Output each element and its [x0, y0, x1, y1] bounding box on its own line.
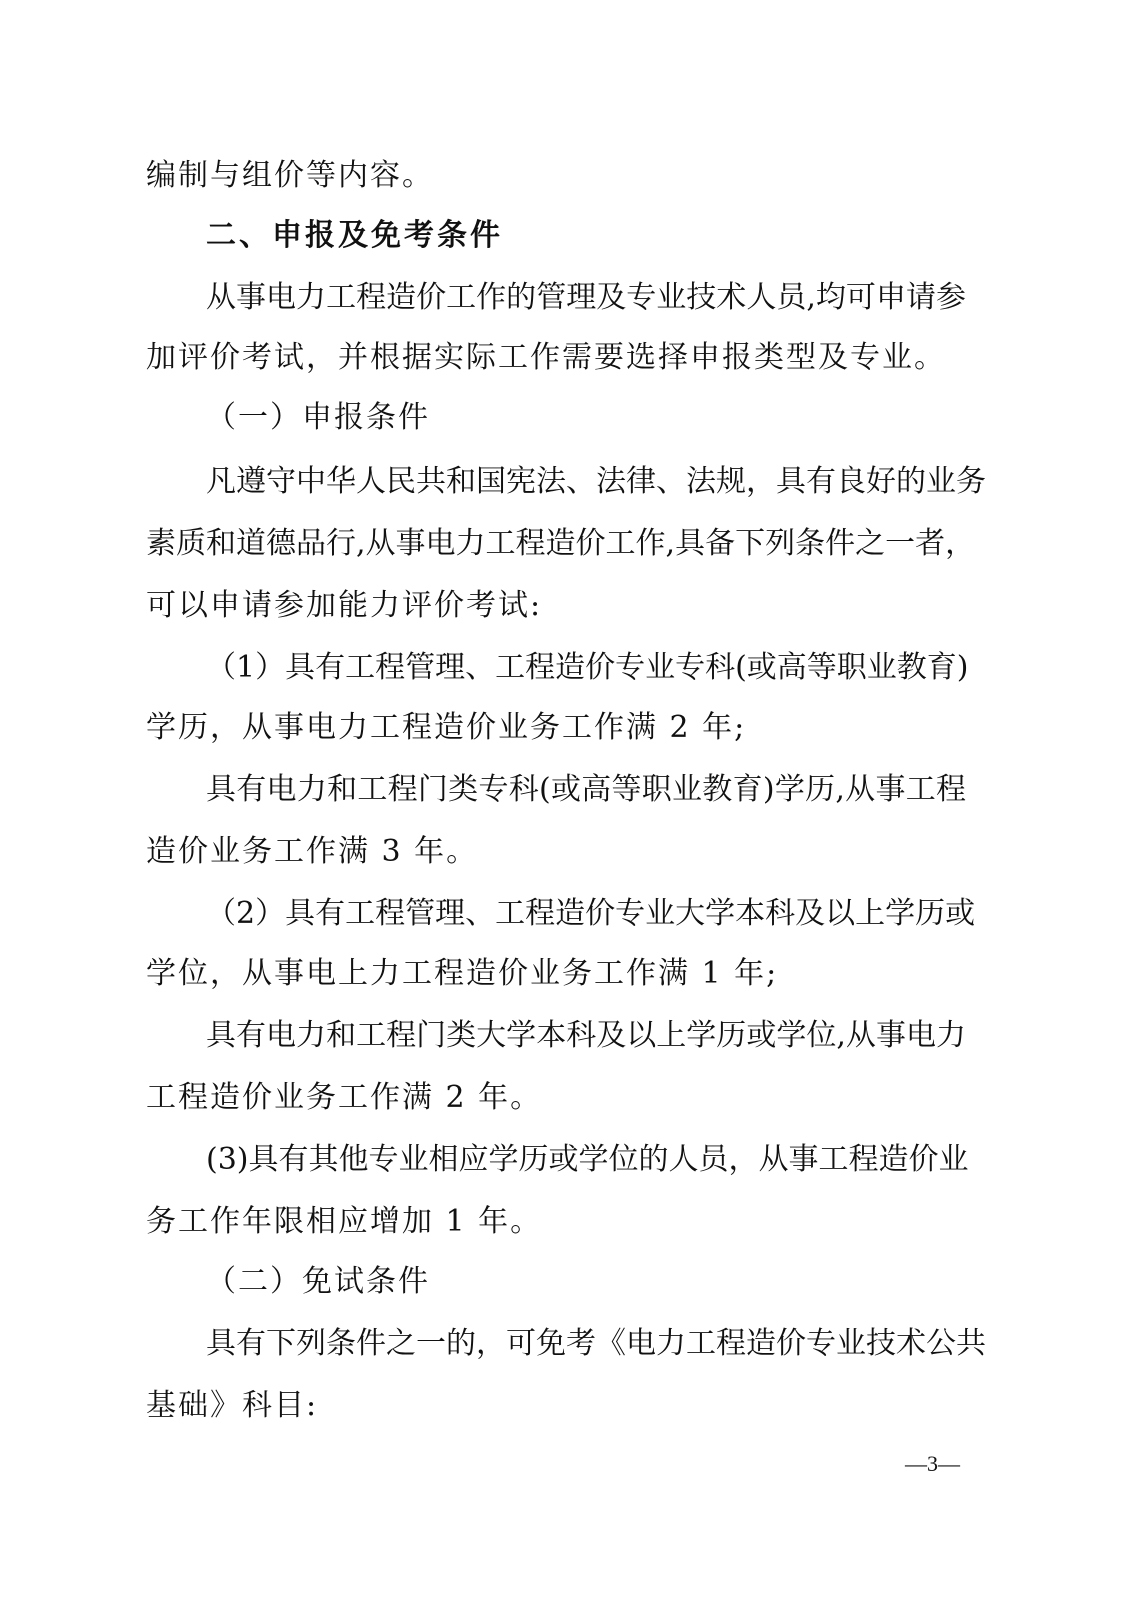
list-item: (3)具有其他专业相应学历或学位的人员，从事工程造价业 — [206, 1142, 969, 1177]
paragraph-line: 造价业务工作满 3 年。 — [146, 834, 479, 869]
subsection-heading: （一）申报条件 — [206, 400, 430, 435]
paragraph-line: 凡遵守中华人民共和国宪法、法律、法规，具有良好的业务 — [206, 464, 986, 499]
paragraph-line: 可以申请参加能力评价考试: — [146, 588, 543, 623]
section-heading: 二、申报及免考条件 — [206, 218, 503, 253]
paragraph-line: 学历，从事电力工程造价业务工作满 2 年; — [146, 710, 747, 745]
paragraph-line: 加评价考试，并根据实际工作需要选择申报类型及专业。 — [146, 340, 946, 375]
paragraph-line: 具有电力和工程门类大学本科及以上学历或学位,从事电力 — [206, 1018, 966, 1053]
page-number: —3— — [905, 1451, 960, 1476]
paragraph-line: 务工作年限相应增加 1 年。 — [146, 1204, 543, 1239]
paragraph-line: 素质和道德品行,从事电力工程造价工作,具备下列条件之一者， — [146, 526, 976, 561]
paragraph-line: 具有下列条件之一的，可免考《电力工程造价专业技术公共 — [206, 1326, 986, 1361]
paragraph-line: 具有电力和工程门类专科(或高等职业教育)学历,从事工程 — [206, 772, 966, 807]
subsection-heading: （二）免试条件 — [206, 1264, 430, 1299]
paragraph-line: 学位，从事电上力工程造价业务工作满 1 年; — [146, 956, 779, 991]
list-item: （2）具有工程管理、工程造价专业大学本科及以上学历或 — [206, 896, 976, 931]
paragraph-line: 基础》科目: — [146, 1388, 319, 1423]
paragraph-line: 编制与组价等内容。 — [146, 158, 434, 193]
list-item: （1）具有工程管理、工程造价专业专科(或高等职业教育) — [206, 650, 969, 685]
paragraph-line: 从事电力工程造价工作的管理及专业技术人员,均可申请参 — [206, 280, 966, 315]
paragraph-line: 工程造价业务工作满 2 年。 — [146, 1080, 543, 1115]
